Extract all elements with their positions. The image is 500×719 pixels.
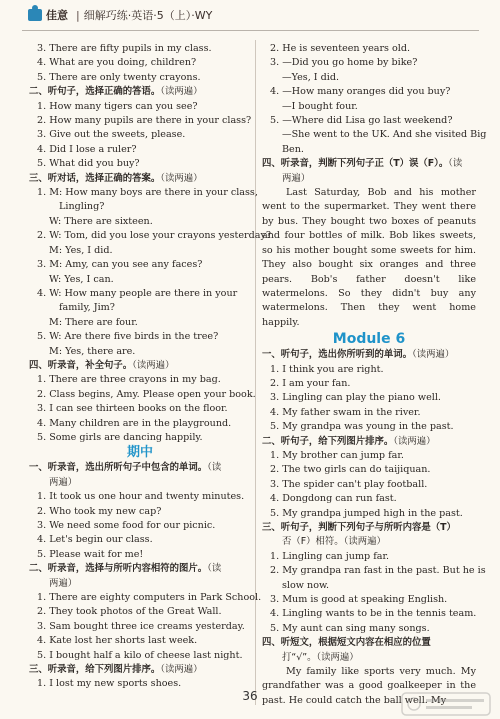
midterm-title: 期中 — [126, 445, 153, 461]
question-line: Ben. — [282, 143, 304, 155]
left-column — [29, 42, 272, 692]
question-line: Lingling? — [59, 201, 105, 213]
question-line: 2. He is seventeen years old. — [270, 43, 411, 54]
read-twice-note: （读两遍） — [412, 349, 455, 361]
question-line: 2. They took photos of the Great Wall. — [37, 606, 222, 618]
section-heading-text: 三、听对话，选择正确的答案。 — [29, 172, 161, 184]
question-line: 5. What did you buy? — [37, 158, 140, 170]
question-line: 4. —How many oranges did you buy? — [270, 86, 451, 98]
question-line: 2. How many pupils are there in your class? — [37, 115, 252, 127]
question-line: 3. The spider can't play football. — [270, 478, 428, 490]
question-line: 5. —Where did Lisa go last weekend? — [270, 115, 453, 127]
question-line: 4. Many children are in the playground. — [37, 417, 232, 429]
question-line: 1. There are three crayons in my bag. — [37, 374, 221, 386]
question-line: 3. Sam bought three ice creams yesterday. — [37, 620, 245, 632]
question-line: 5. Some girls are dancing happily. — [37, 431, 203, 443]
question-line: 2. W: Tom, did you lose your crayons yesterday? — [37, 230, 272, 242]
section-heading-continued: 两遍） — [49, 476, 78, 488]
read-twice-note: （读两遍） — [393, 435, 436, 447]
question-line: 1. M: How many boys are there in your class, — [37, 187, 258, 199]
question-line: 3. We need some food for our picnic. — [37, 520, 216, 531]
question-line: M: There are four. — [49, 316, 138, 328]
question-line: 5. There are only twenty crayons. — [37, 71, 201, 83]
read-twice-note: （读两遍） — [160, 172, 203, 184]
section-heading-continued: 两遍） — [49, 577, 78, 589]
read-twice-note: （读 — [207, 462, 222, 474]
section-heading — [262, 157, 476, 171]
question-line: slow now. — [282, 579, 330, 591]
question-line: W: Yes, I can. — [49, 273, 114, 285]
question-line: 1. How many tigers can you see? — [37, 100, 198, 112]
read-twice-note: （读两遍） — [160, 664, 203, 676]
brand-name: 佳意 — [46, 9, 68, 22]
book-title: 细解巧练·英语·5（上）·WY — [83, 9, 213, 22]
page-number: 36 — [242, 689, 258, 703]
question-line: 5. My grandpa was young in the past. — [270, 421, 454, 433]
question-line: 4. Let's begin our class. — [37, 534, 153, 546]
section-heading-text: 四、听录音，判断下列句子正（T）误（F）。 — [262, 158, 449, 170]
read-twice-note: （读两遍） — [160, 86, 203, 98]
section-heading — [29, 461, 251, 475]
question-line: 4. What are you doing, children? — [37, 57, 197, 69]
question-line: 4. Dongdong can run fast. — [270, 493, 397, 505]
section-heading-text: 一、听录音，选出所听句子中包含的单词。 — [29, 462, 208, 474]
section-heading-text: 二、听句子，选择正确的答语。 — [29, 86, 161, 98]
section-heading-continued: 两遍） — [282, 172, 311, 184]
question-line: 5. W: Are there five birds in the tree? — [37, 331, 219, 343]
question-line: 3. There are fifty pupils in my class. — [37, 43, 212, 54]
passage-paragraph: Last Saturday, Bob and his mother went to the supermarket. They went there by bus. They bought two boxes of peanuts and four bottles of milk. Bob likes sweets, so his mother bought some sweets for him. They also bought six oranges and three pears. Bob's father doesn't like watermelons. So they didn't buy any watermelons. Then they went home happily. — [262, 187, 476, 328]
section-heading — [29, 663, 251, 677]
question-line: 1. It took us one hour and twenty minutes. — [37, 491, 245, 503]
section-heading-text: 一、听句子，选出你所听到的单词。 — [262, 349, 413, 361]
module-title: Module 6 — [332, 331, 406, 348]
question-line: 1. Lingling can jump far. — [270, 550, 390, 562]
brand-logo-icon — [28, 9, 42, 21]
question-line: 5. I bought half a kilo of cheese last night. — [37, 649, 243, 661]
question-line: 3. Give out the sweets, please. — [37, 129, 186, 141]
section-heading-continued: 打“√”。（读两遍） — [282, 651, 359, 663]
section-heading-text: 二、听句子，给下列图片排序。 — [262, 435, 394, 447]
question-line: 2. The two girls can do taijiquan. — [270, 464, 431, 476]
section-heading — [29, 562, 251, 576]
question-line: 3. I can see thirteen books on the floor. — [37, 403, 228, 415]
question-line: 5. My aunt can sing many songs. — [270, 622, 430, 634]
column-divider — [255, 40, 256, 705]
question-line: 4. Lingling wants to be in the tennis team. — [270, 608, 477, 620]
section-heading — [29, 359, 251, 373]
section-heading-text: 二、听录音，选择与所听内容相符的图片。 — [29, 563, 208, 575]
page-header — [0, 0, 500, 30]
read-twice-note: （读 — [207, 563, 222, 575]
question-line: 2. I am your fan. — [270, 377, 351, 389]
header-divider: | — [76, 8, 80, 22]
read-twice-note: （读 — [448, 158, 463, 170]
right-column — [262, 42, 487, 708]
question-line: family, Jim? — [59, 302, 115, 314]
question-line: —She went to the UK. And she visited Big — [282, 129, 487, 141]
question-line: 2. My grandpa ran fast in the past. But he is — [270, 565, 486, 577]
section-heading — [262, 636, 476, 650]
question-line: 4. W: How many people are there in your — [37, 287, 238, 299]
question-line: 4. Kate lost her shorts last week. — [37, 635, 198, 647]
passage-paragraph: My family like sports very much. My grandfather was a good goalkeeper in the past. He could catch the ball well. My — [262, 666, 476, 706]
question-line: 1. There are eighty computers in Park School. — [37, 592, 262, 604]
section-heading-text: 三、听句子，判断下列句子与所听内容是（T） — [262, 522, 456, 533]
section-heading-text: 四、听录音，补全句子。 — [29, 359, 133, 371]
section-heading-continued: 否（F）相符。（读两遍） — [282, 536, 386, 548]
question-line: 1. I think you are right. — [270, 363, 384, 375]
question-line: 5. Please wait for me! — [37, 548, 144, 560]
question-line: 5. My grandpa jumped high in the past. — [270, 507, 463, 519]
section-heading-text: 三、听录音，给下列图片排序。 — [29, 664, 161, 676]
question-line: 2. Who took my new cap? — [37, 505, 162, 517]
section-heading — [262, 435, 476, 449]
question-line: —I bought four. — [282, 100, 358, 112]
section-heading — [29, 172, 251, 186]
watermark-stamp-icon — [400, 690, 492, 718]
section-heading — [262, 521, 476, 535]
question-line: 3. —Did you go home by bike? — [270, 57, 418, 69]
question-line: 3. Mum is good at speaking English. — [270, 594, 448, 606]
question-line: 2. Class begins, Amy. Please open your book. — [37, 388, 256, 400]
section-heading — [262, 348, 476, 362]
question-line: —Yes, I did. — [282, 71, 340, 83]
section-heading-text: 四、听短文，根据短文内容在相应的位置 — [262, 637, 431, 649]
question-line: 1. I lost my new sports shoes. — [37, 678, 182, 690]
question-line: 4. My father swam in the river. — [270, 406, 421, 418]
question-line: W: There are sixteen. — [49, 215, 153, 227]
read-twice-note: （读两遍） — [132, 359, 175, 371]
question-line: 3. Lingling can play the piano well. — [270, 392, 441, 404]
section-heading — [29, 85, 251, 99]
question-line: 3. M: Amy, can you see any faces? — [37, 259, 203, 271]
header-rule — [22, 30, 479, 31]
question-line: M: Yes, I did. — [49, 244, 113, 256]
question-line: 1. My brother can jump far. — [270, 449, 404, 461]
question-line: 4. Did I lose a ruler? — [37, 143, 137, 155]
question-line: M: Yes, there are. — [49, 345, 136, 357]
